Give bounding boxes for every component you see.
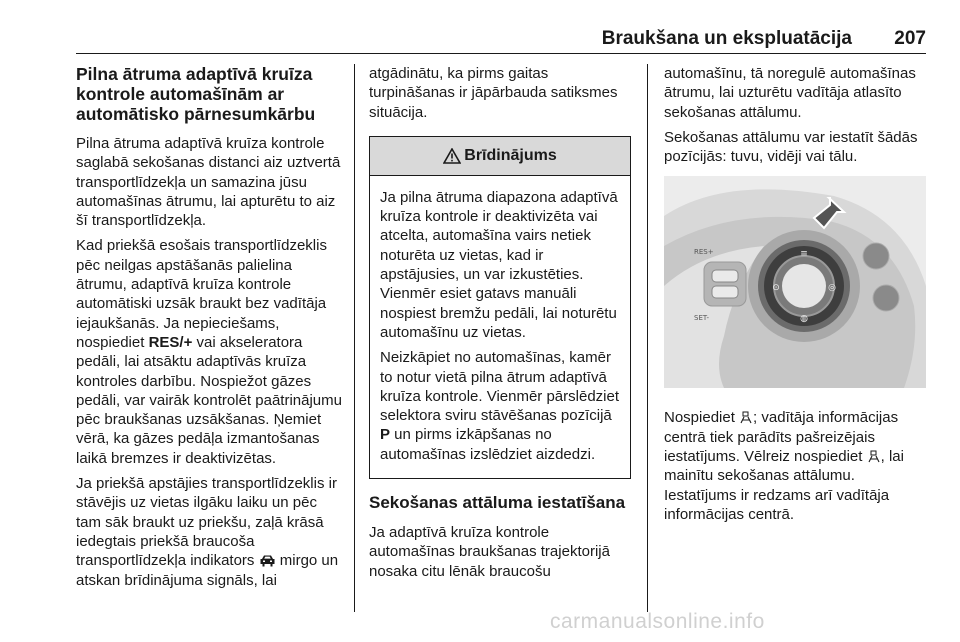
paragraph: Pilna ātruma adaptīvā kruīza kontrole saglabā sekošanas distanci aiz uztvertā transportlīdzekļa un samazina jūsu automašīnas ātrumu, lai apturētu to aiz šī transportlīdzekļa. <box>76 135 341 230</box>
section-heading: Pilna ātruma adaptīvā kruīza kontrole automašīnām ar automātisko pārnesumkārbu <box>76 64 316 124</box>
header-divider <box>76 53 926 54</box>
follow-distance-icon <box>739 411 753 424</box>
svg-text:◍: ◍ <box>800 314 808 325</box>
button-name: RES/+ <box>148 333 193 351</box>
section-heading: Sekošanas attāluma iestatīšana <box>369 493 626 513</box>
paragraph: Kad priekšā esošais transportlīdzeklis pēc neilgas apstāšanās palielina ātrumu, adaptīvā kruīza kontrole automātiski uzsāk braukt bez vadītāja iejaukšanās. Ja nepieciešams, nospiediet RES/+ vai akseleratora pedāli, lai atsāktu adaptīvās kruīza kontroles darbību. Nospiežot gāzes pedāli, var vairāk kontrolēt paātrinājumu pēc braukšanas uzsākšanas. Ņemiet vērā, ka gāzes pedāļa izmantošanas laikā bremzes ir deaktivizētas. <box>76 237 342 467</box>
column-3 <box>664 64 926 530</box>
paragraph: Ja adaptīvā kruīza kontrole automašīnas braukšanas trajektorijā nosaka citu lēnāk braucošu <box>369 524 610 580</box>
follow-distance-icon <box>867 450 881 463</box>
warning-paragraph: Neizkāpiet no automašīnas, kamēr to notur vietā pilna ātrum adaptīvā kruīza kontrole. Vienmēr pārslēdziet selektora sviru stāvēšanas pozīcijā P un pirms izkāpšanas no automašīnas izslēdziet aizdedzi. <box>380 349 620 463</box>
car-front-icon <box>259 554 276 567</box>
set-label: SET- <box>694 314 710 323</box>
svg-text:≡: ≡ <box>800 249 808 260</box>
paragraph: Sekošanas attālumu var iestatīt šādās pozīcijās: tuvu, vidēji vai tālu. <box>664 128 918 166</box>
res-label: RES+ <box>694 248 714 257</box>
page-title: Braukšana un ekspluatācija <box>601 28 852 49</box>
svg-text:◎: ◎ <box>828 283 836 294</box>
column-1 <box>76 64 342 596</box>
warning-triangle-icon <box>443 148 461 164</box>
warning-paragraph: Ja pilna ātruma diapazona adaptīvā kruīza kontrole ir deaktivizēta vai atcelta, automašīna vairs netiek noturēta uz vietas, kad ir apstājusies, un var izkustēties. Vienmēr esiet gatavs manuāli nospiest bremžu pedāli, lai noturētu automašīnu uz vietas. <box>380 188 618 341</box>
watermark: carmanualsonline.info <box>550 610 765 633</box>
paragraph: automašīnu, tā noregulē automašīnas ātrumu, lai uzturētu vadītāja atlasīto sekošanas attālumu. <box>664 65 916 121</box>
warning-title: Brīdinājums <box>464 147 557 165</box>
page-header <box>76 22 926 54</box>
svg-text:⊙: ⊙ <box>772 283 780 294</box>
column-divider <box>647 64 648 612</box>
column-2 <box>369 64 631 587</box>
warning-box <box>369 136 631 479</box>
paragraph: atgādinātu, ka pirms gaitas turpināšanas ir jāpārbauda satiksmes situācija. <box>369 65 618 121</box>
steering-wheel-controls-figure <box>664 176 926 388</box>
paragraph: Ja priekšā apstājies transportlīdzeklis ir stāvējis uz vietas ilgāku laiku un pēc tam sāk braukt uz priekšu, zaļā krāsā iedegtais priekšā braucoša transportlīdzekļa indikators mirgo un atskan brīdinājuma signāls, lai <box>76 475 339 589</box>
warning-header <box>370 137 630 176</box>
paragraph: Nospiediet ; vadītāja informācijas centrā tiek parādīts pašreizējais iestatījums. Vēlreiz nospiediet , lai mainītu sekošanas attālumu. Iestatījums ir redzams arī vadītāja informācijas centrā. <box>664 409 904 523</box>
column-divider <box>354 64 355 612</box>
warning-body <box>370 176 630 478</box>
page-number: 207 <box>894 28 926 49</box>
steering-wheel-illustration <box>664 176 926 388</box>
